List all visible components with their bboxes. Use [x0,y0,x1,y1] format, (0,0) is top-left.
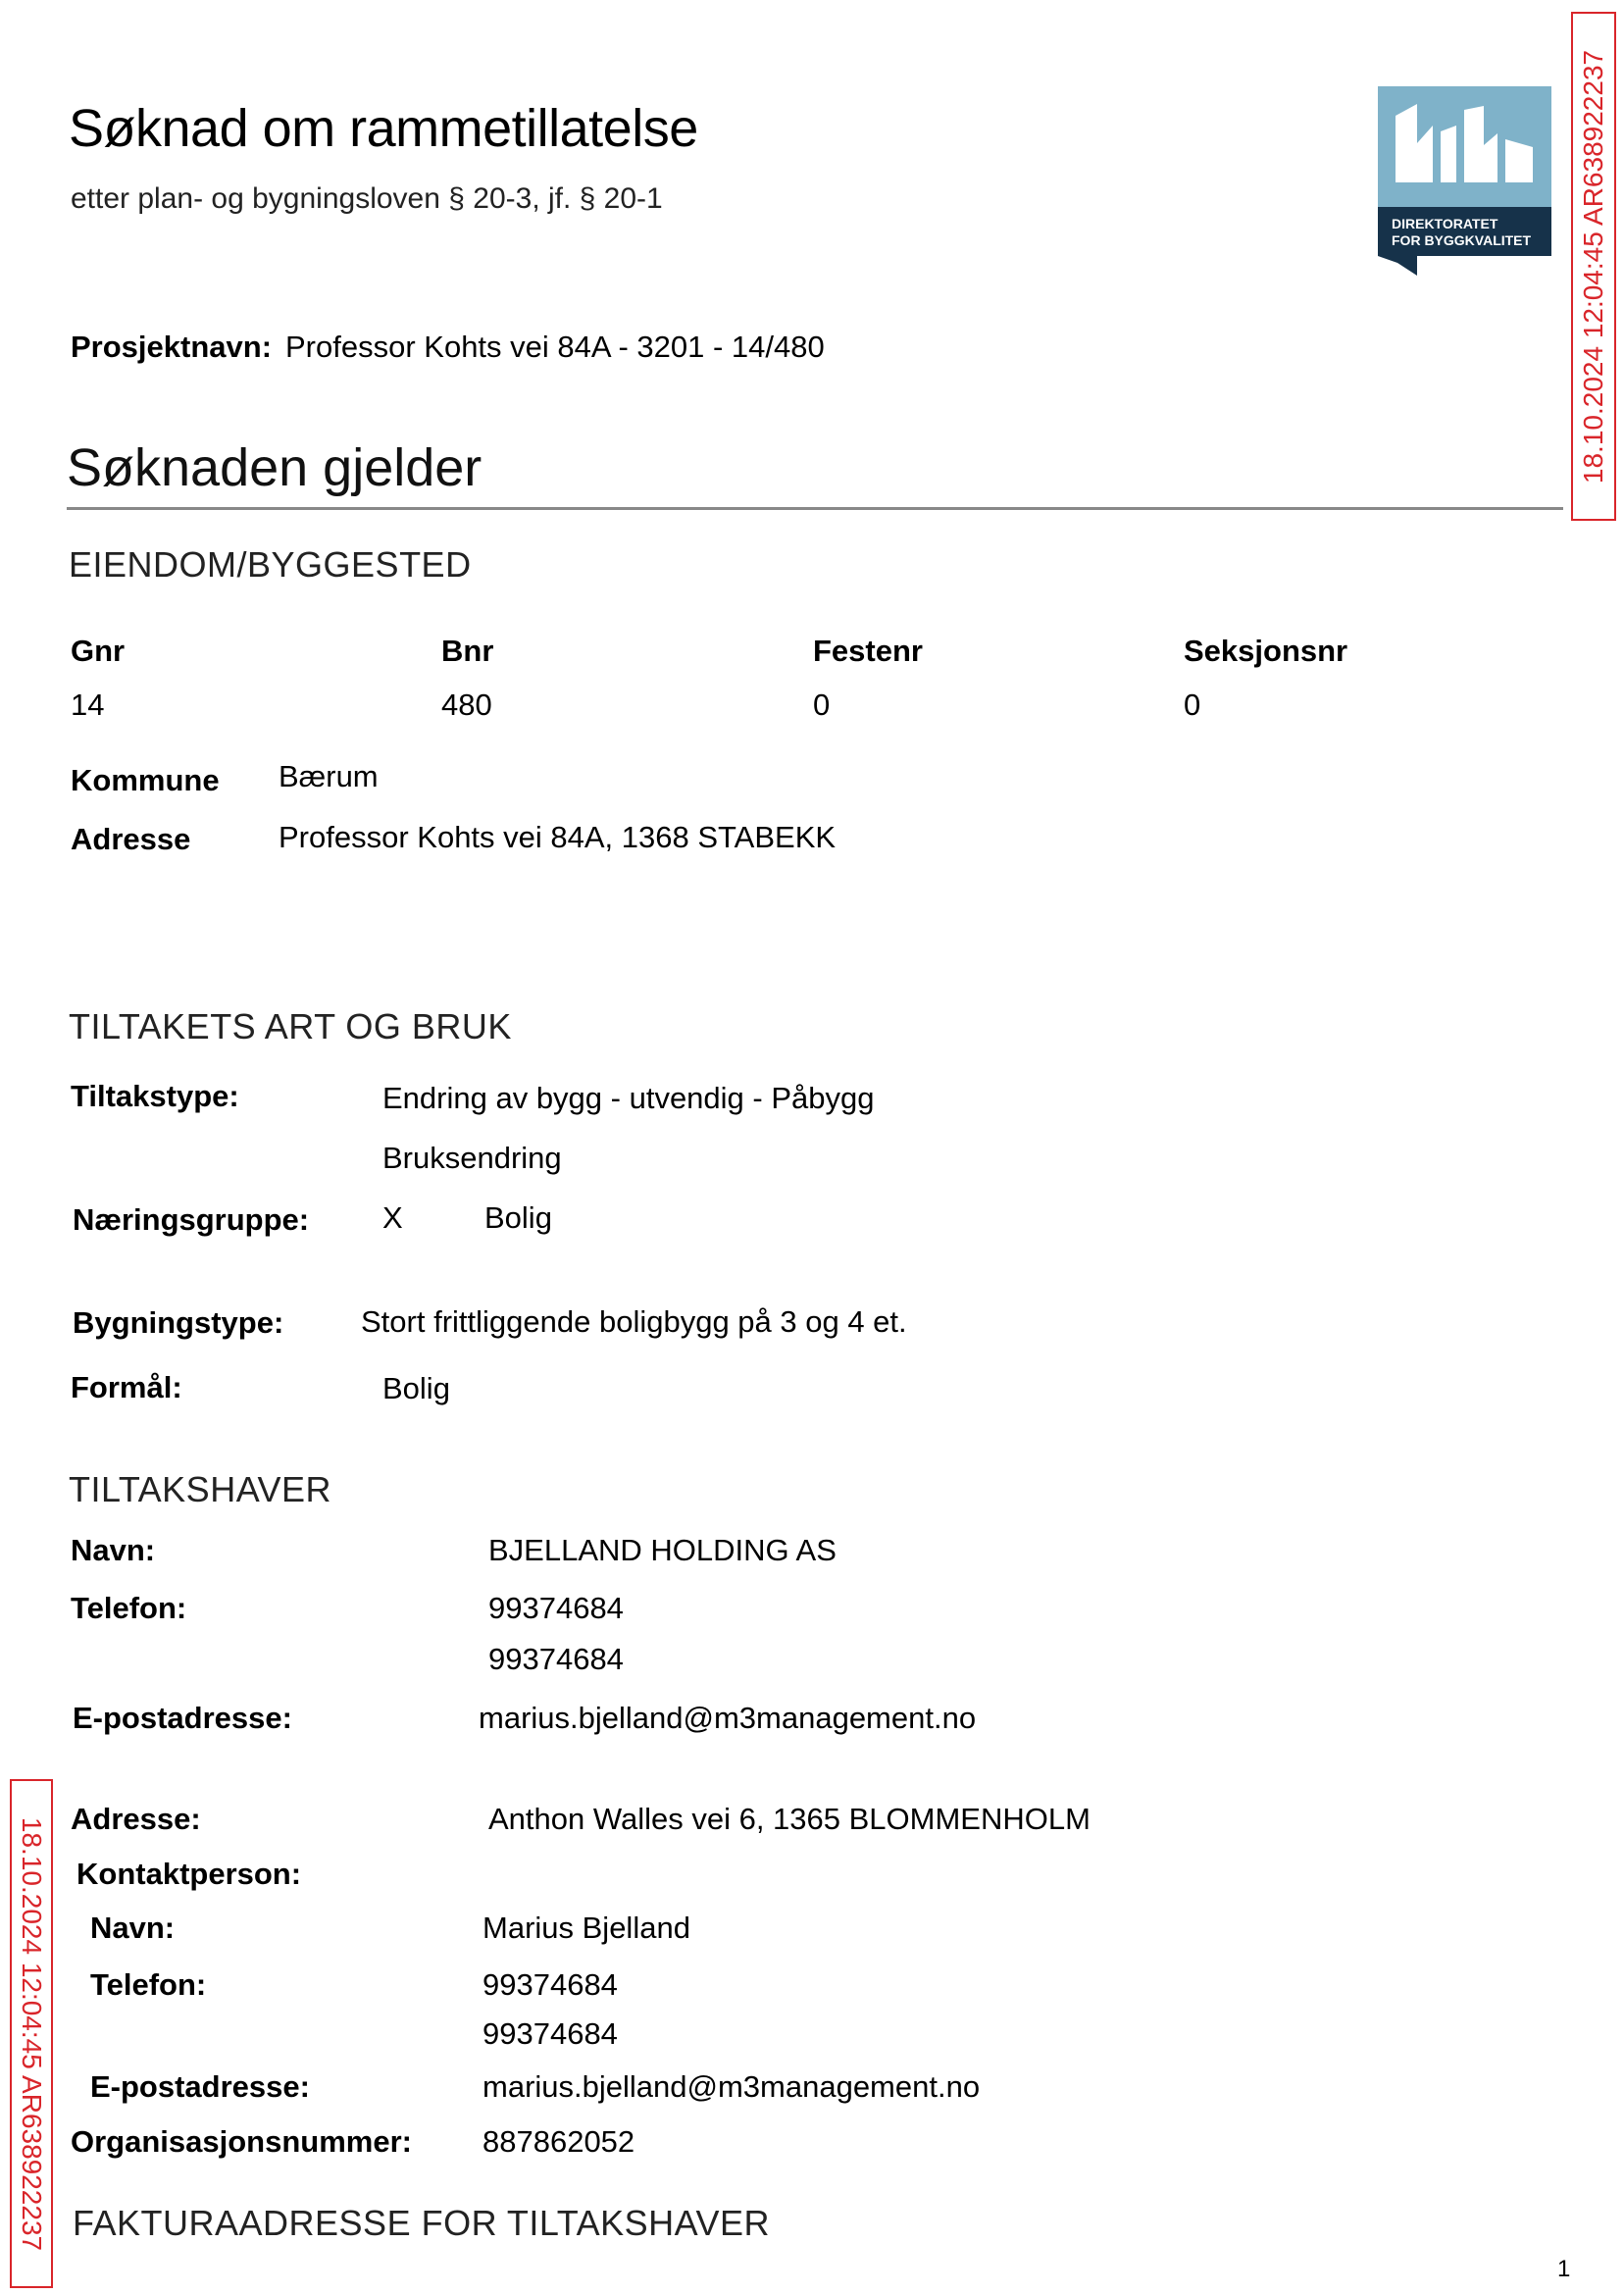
tiltakshaver-telefon-label: Telefon: [71,1591,187,1625]
kontaktperson-label: Kontaktperson: [76,1857,302,1891]
document-title: Søknad om rammetillatelse [69,99,698,158]
bnr-label: Bnr [441,634,494,668]
kontaktperson-telefon-label: Telefon: [90,1967,207,2002]
tiltakshaver-telefon-2: 99374684 [488,1642,624,1676]
bygningstype-value: Stort frittliggende boligbygg på 3 og 4 et. [361,1304,907,1339]
document-subtitle: etter plan- og bygningsloven § 20-3, jf. § 20-1 [71,182,663,215]
tiltakshaver-navn-label: Navn: [71,1533,156,1567]
naeringsgruppe-value: Bolig [484,1200,552,1235]
date-stamp-bottom: 18.10.2024 12:04:45 AR638922237 [10,1779,53,2288]
faktura-heading: FAKTURAADRESSE FOR TILTAKSHAVER [73,2203,770,2243]
naeringsgruppe-code: X [382,1200,403,1235]
festenr-value: 0 [813,688,831,722]
dibk-logo-icon [1378,86,1551,276]
tiltakshaver-adresse-value: Anthon Walles vei 6, 1365 BLOMMENHOLM [488,1802,1091,1836]
formal-label: Formål: [71,1370,182,1404]
naeringsgruppe-label: Næringsgruppe: [73,1202,310,1237]
tiltakshaver-heading: TILTAKSHAVER [69,1469,332,1509]
seksjonsnr-label: Seksjonsnr [1184,634,1348,668]
seksjonsnr-value: 0 [1184,688,1201,722]
date-stamp-top: 18.10.2024 12:04:45 AR638922237 [1571,12,1616,521]
kontaktperson-telefon-1: 99374684 [482,1967,618,2002]
svg-text:DIREKTORATET: DIREKTORATET [1392,216,1498,231]
bnr-value: 480 [441,688,492,722]
orgnr-label: Organisasjonsnummer: [71,2124,412,2159]
tiltakshaver-navn-value: BJELLAND HOLDING AS [488,1533,837,1567]
kommune-value: Bærum [279,759,379,793]
kontaktperson-navn-value: Marius Bjelland [482,1911,690,1945]
formal-value: Bolig [382,1371,450,1405]
section-divider [67,507,1563,510]
kommune-label: Kommune [71,763,220,797]
tiltakshaver-adresse-label: Adresse: [71,1802,201,1836]
festenr-label: Festenr [813,634,923,668]
gnr-label: Gnr [71,634,126,668]
tiltakshaver-telefon-1: 99374684 [488,1591,624,1625]
adresse-value: Professor Kohts vei 84A, 1368 STABEKK [279,820,837,854]
kontaktperson-epost-label: E-postadresse: [90,2069,310,2104]
svg-text:FOR BYGGKVALITET: FOR BYGGKVALITET [1392,232,1532,248]
project-name-label: Prosjektnavn: [71,330,273,364]
tiltakstype-value-2: Bruksendring [382,1141,562,1175]
kontaktperson-epost-value: marius.bjelland@m3management.no [482,2069,981,2104]
bygningstype-label: Bygningstype: [73,1305,284,1340]
adresse-label: Adresse [71,822,191,856]
section-title: Søknaden gjelder [67,438,482,497]
tiltakshaver-epost-label: E-postadresse: [73,1701,292,1735]
dibk-logo [1378,86,1551,276]
project-name-value: Professor Kohts vei 84A - 3201 - 14/480 [285,330,825,364]
kontaktperson-navn-label: Navn: [90,1911,176,1945]
tiltakstype-value-1: Endring av bygg - utvendig - Påbygg [382,1081,875,1115]
tiltak-heading: TILTAKETS ART OG BRUK [69,1006,512,1046]
tiltakstype-label: Tiltakstype: [71,1079,239,1113]
page-number: 1 [1557,2256,1571,2282]
kontaktperson-telefon-2: 99374684 [482,2016,618,2051]
orgnr-value: 887862052 [482,2124,635,2159]
tiltakshaver-epost-value: marius.bjelland@m3management.no [479,1701,977,1735]
gnr-value: 14 [71,688,105,722]
property-heading: EIENDOM/BYGGESTED [69,544,472,585]
